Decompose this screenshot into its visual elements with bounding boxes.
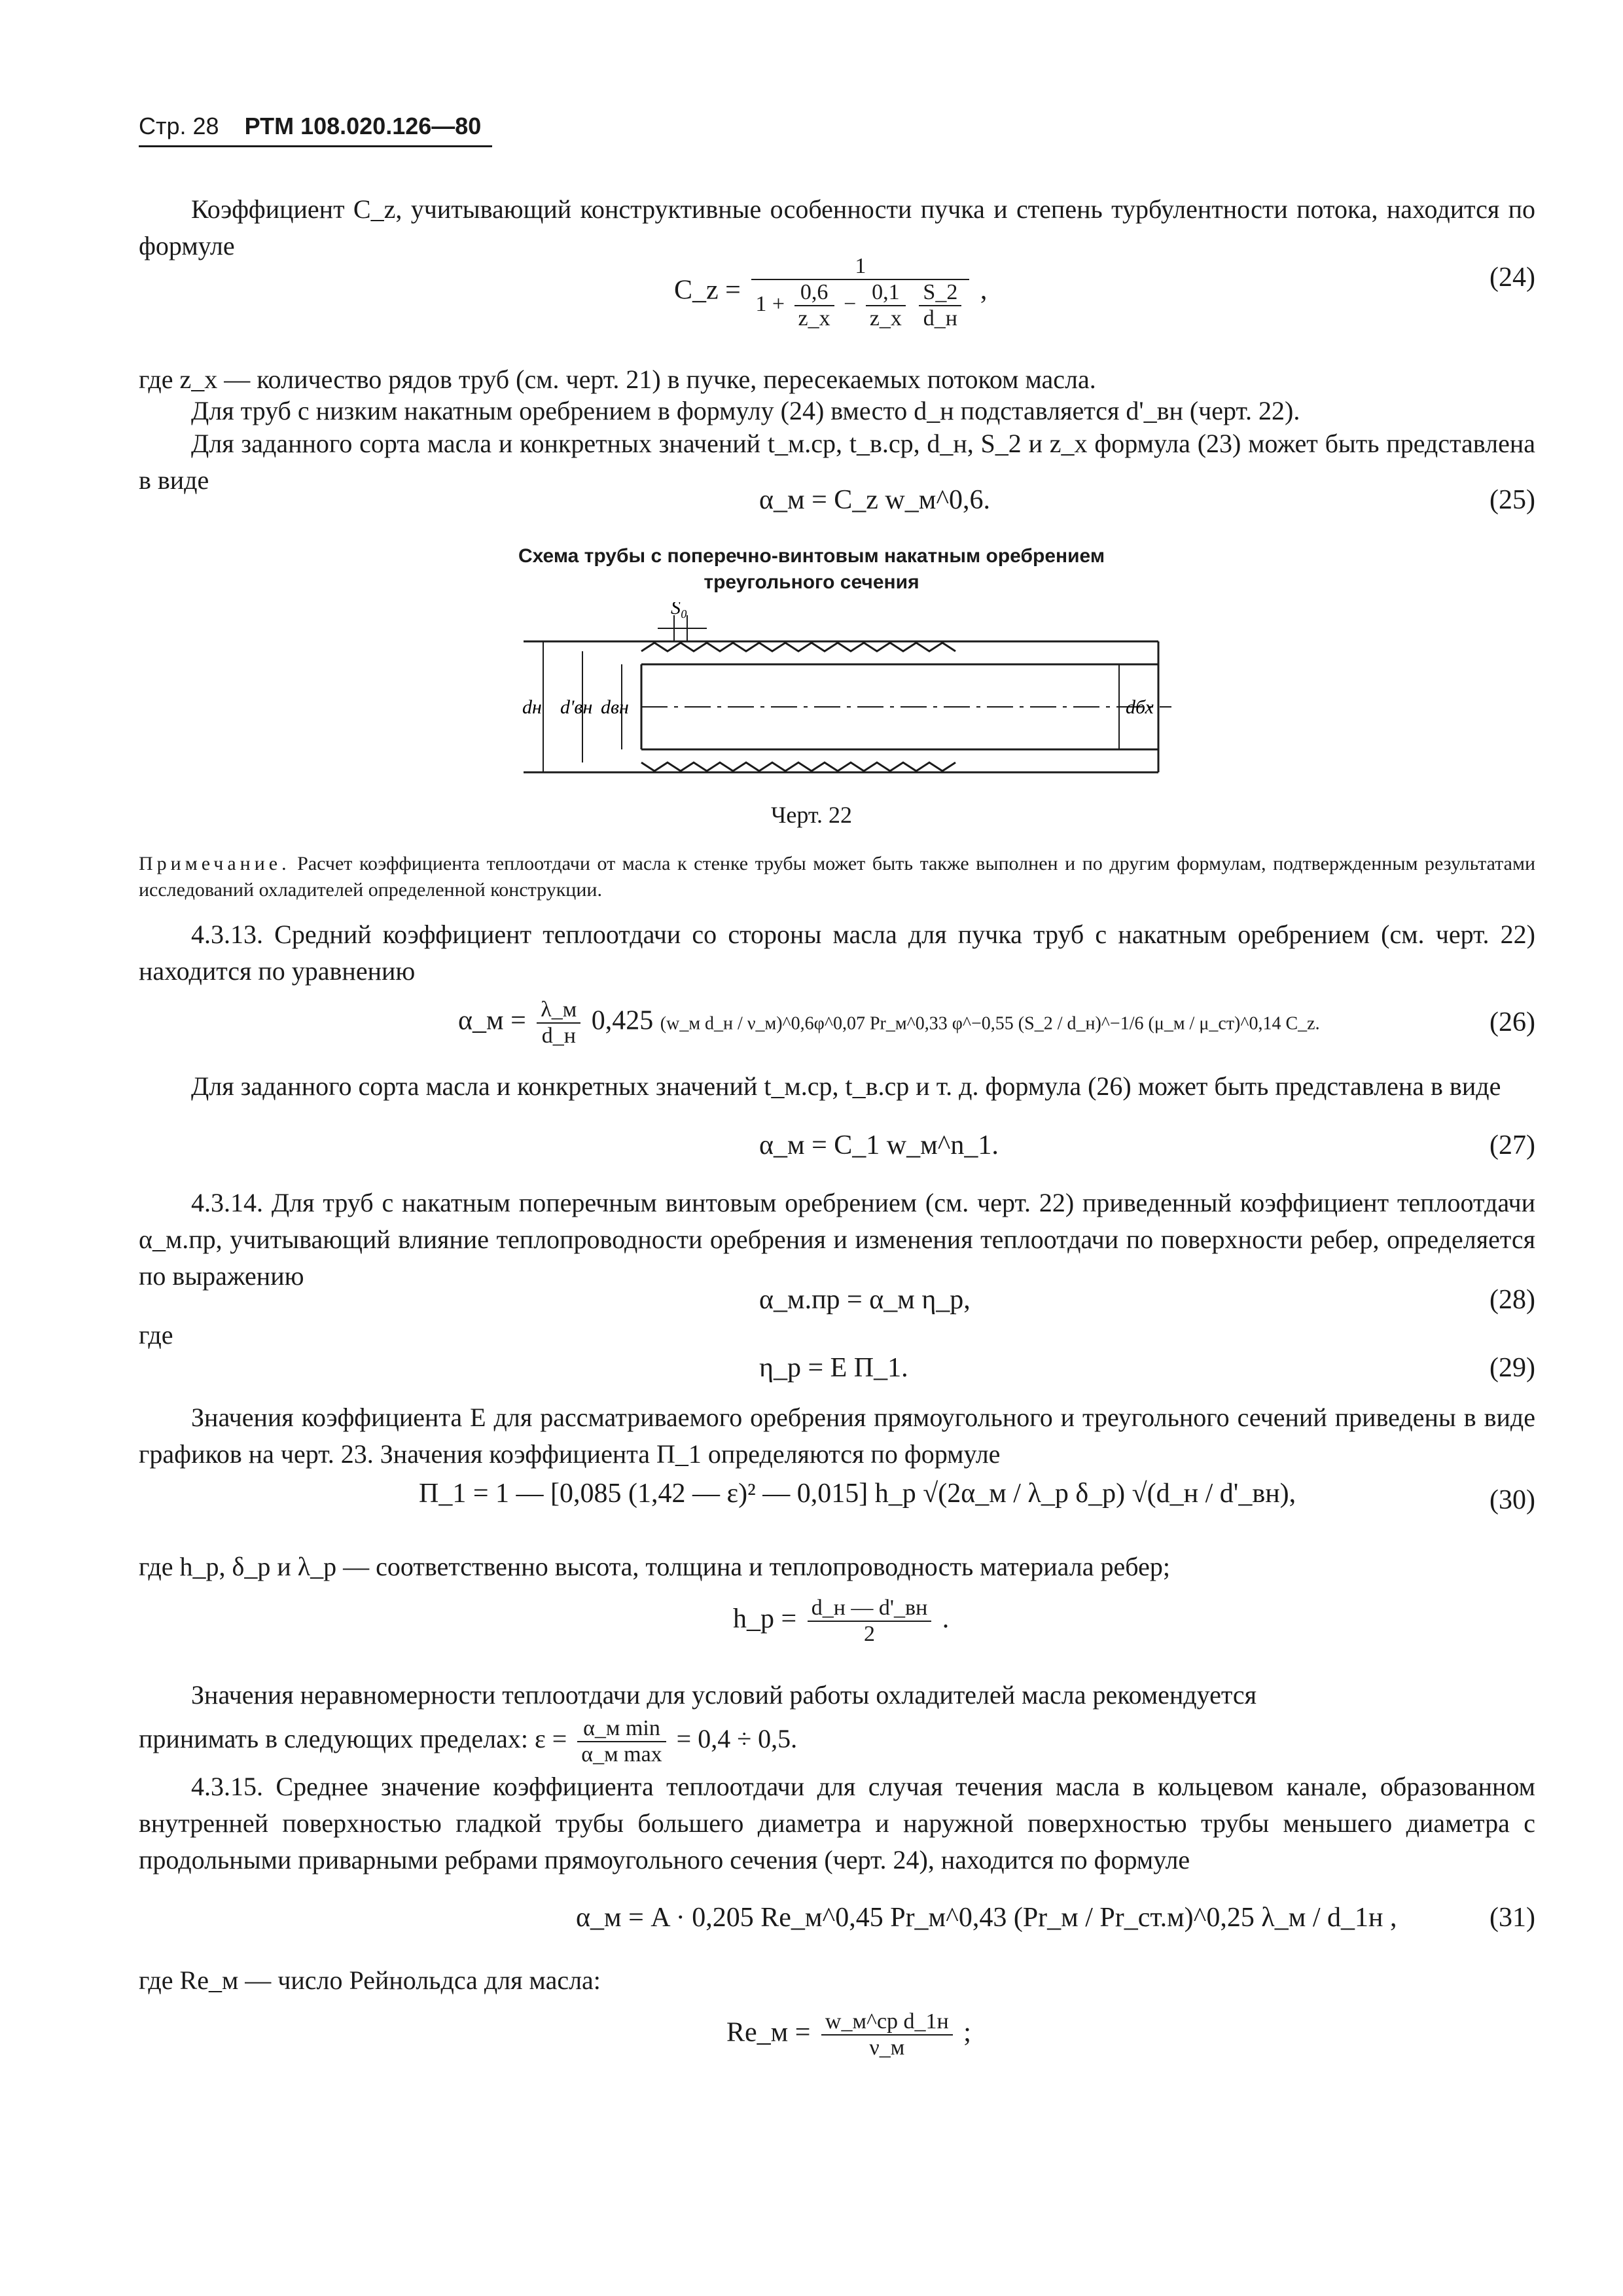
eq26-number: (26)	[1489, 1007, 1535, 1037]
paragraph-4-3-13: 4.3.13. Средний коэффициент теплоотдачи со стороны масла для пучка труб с накатным оребрением (см. черт. 22) находится по уравнению	[139, 920, 1535, 986]
eq24-tail: ,	[980, 275, 988, 306]
equation-24	[674, 254, 987, 331]
epsilon-fraction	[577, 1716, 666, 1767]
eq24-f3	[919, 280, 961, 331]
eq26-frac	[537, 997, 580, 1049]
fin-profile-top	[641, 643, 955, 651]
eq30-number: (30)	[1489, 1485, 1535, 1515]
equation-26	[458, 997, 1320, 1049]
paragraph-4-3-15: 4.3.15. Среднее значение коэффициента теплоотдачи для случая течения масла в кольцевом канале, образованном внутренней поверхностью гладкой трубы большего диаметра и наружной поверхностью трубы меньшего диаметра с продольными приварными ребрами прямоугольного сечения (черт. 24), находится по формуле	[139, 1772, 1535, 1874]
eq24-numerator: 1	[751, 254, 969, 280]
eq24-f2	[866, 280, 906, 331]
eq27-number: (27)	[1489, 1130, 1535, 1160]
tube-schematic	[510, 602, 1178, 798]
equation-29: η_р = E П_1.	[759, 1353, 908, 1383]
eq24-den-a: 1 +	[755, 291, 785, 316]
eq29-number: (29)	[1489, 1353, 1535, 1383]
eq-hp-den: 2	[863, 1622, 875, 1646]
page-number: Стр. 28	[139, 113, 219, 139]
figure-title-line-2: треугольного сечения	[704, 571, 919, 593]
equation-hp	[733, 1596, 949, 1647]
eq26-body: (w_м d_н / ν_м)^0,6φ^0,07 Pr_м^0,33 φ^−0,55 (S_2 / d_н)^−1/6 (μ_м / μ_ст)^0,14 C_z.	[660, 1013, 1320, 1034]
paragraph-given-oil-2: Для заданного сорта масла и конкретных значений t_м.ср, t_в.ср и т. д. формула (26) может быть представлена в виде	[191, 1071, 1501, 1101]
label-s0: S₀	[671, 602, 688, 619]
equation-30: П_1 = 1 — [0,085 (1,42 — ε)² — 0,015] h_р √(2α_м / λ_р δ_р) √(d_н / d'_вн),	[419, 1479, 1296, 1509]
paragraph-4-3-14: 4.3.14. Для труб с накатным поперечным винтовым оребрением (см. черт. 22) приведенный коэффициент теплоотдачи α_м.пр, учитывающий влияние теплопроводности оребрения и изменения теплоотдачи по поверхности ребер, определяется по выражению	[139, 1188, 1535, 1291]
eq24-minus: −	[844, 291, 857, 316]
paragraph-coef-cz: Коэффициент C_z, учитывающий конструктивные особенности пучка и степень турбулентности потока, находится по формуле	[139, 194, 1535, 260]
label-dn: dн	[522, 696, 542, 718]
eq-hp-num: d_н — d'_вн	[808, 1596, 932, 1622]
where-label: где	[139, 1320, 173, 1350]
header-rule	[139, 145, 492, 147]
fin-profile-bottom	[641, 762, 955, 771]
equation-31: α_м = A · 0,205 Re_м^0,45 Pr_м^0,43 (Pr_м / Pr_ст.м)^0,25 λ_м / d_1н ,	[576, 1903, 1397, 1933]
document-code: РТМ 108.020.126—80	[244, 113, 482, 139]
paragraph-low-fin: Для труб с низким накатным оребрением в формулу (24) вместо d_н подставляется d'_вн (черт. 22).	[191, 396, 1300, 425]
paragraph-nonuniform-2	[139, 1716, 797, 1767]
eq24-f1n: 0,6	[794, 280, 834, 306]
label-dvn: dвн	[601, 696, 629, 718]
eq25-number: (25)	[1489, 485, 1535, 515]
eq24-lhs: C_z =	[674, 275, 741, 306]
eq24-number: (24)	[1489, 262, 1535, 293]
eq26-f1n: λ_м	[537, 997, 580, 1024]
page-header	[139, 113, 481, 140]
figure-title-line-1: Схема трубы с поперечно-винтовым накатным оребрением	[518, 545, 1105, 567]
eq-re-den: ν_м	[869, 2036, 905, 2060]
paragraph-where-hp: где h_р, δ_р и λ_р — соответственно высота, толщина и теплопроводность материала ребер;	[139, 1552, 1170, 1581]
eq24-fraction	[751, 254, 969, 331]
paragraph-values-e: Значения коэффициента E для рассматриваемого оребрения прямоугольного и треугольного сечений приведены в виде графиков на черт. 23. Значения коэффициента П_1 определяются по формуле	[139, 1403, 1535, 1469]
note-text: Расчет коэффициента теплоотдачи от масла к стенке трубы может быть также выполнен и по другим формулам, подтвержденным результатами исследований охладителей определенной конструкции.	[139, 853, 1535, 901]
epsilon-den: α_м max	[581, 1742, 662, 1767]
equation-25: α_м = C_z w_м^0,6.	[759, 485, 991, 515]
figure-note	[139, 851, 1535, 903]
eq-re-frac	[821, 2009, 953, 2060]
equation-re	[726, 2009, 971, 2060]
paragraph-given-oil: Для заданного сорта масла и конкретных значений t_м.ср, t_в.ср, d_н, S_2 и z_x формула (23) может быть представлена в виде	[139, 429, 1535, 495]
eq-re-tail: ;	[963, 2017, 971, 2048]
eq24-denominator	[751, 280, 969, 331]
eq26-lhs: α_м =	[458, 1005, 526, 1036]
eq-hp-frac	[808, 1596, 932, 1647]
eq24-f1	[794, 280, 834, 331]
paragraph-nonuniform-1: Значения неравномерности теплоотдачи для условий работы охладителей масла рекомендуется	[191, 1680, 1257, 1710]
nonuniform-lead: принимать в следующих пределах: ε =	[139, 1724, 567, 1754]
eq-re-lhs: Re_м =	[726, 2017, 811, 2048]
eq24-f1d: z_x	[798, 306, 830, 331]
label-dvn-prime: d'вн	[560, 696, 593, 718]
eq24-f3n: S_2	[919, 280, 961, 306]
nonuniform-range: = 0,4 ÷ 0,5.	[676, 1724, 798, 1754]
eq26-f1d: d_н	[541, 1024, 576, 1048]
eq24-f3d: d_н	[923, 306, 957, 331]
eq-re-num: w_м^ср d_1н	[821, 2009, 953, 2036]
equation-28: α_м.пр = α_м η_р,	[759, 1285, 971, 1315]
eq-hp-tail: .	[942, 1604, 950, 1634]
eq-hp-lhs: h_р =	[733, 1604, 797, 1634]
paragraph-where-re: где Re_м — число Рейнольдса для масла:	[139, 1965, 601, 1995]
eq28-number: (28)	[1489, 1285, 1535, 1315]
eq24-f2n: 0,1	[866, 280, 906, 306]
eq24-f2d: z_x	[869, 306, 902, 331]
label-dbx: dбх	[1126, 696, 1154, 718]
eq26-const: 0,425	[591, 1005, 654, 1036]
note-lead: Примечание.	[139, 853, 291, 874]
paragraph-where-zx: где z_x — количество рядов труб (см. черт. 21) в пучке, пересекаемых потоком масла.	[139, 365, 1096, 394]
figure-caption: Черт. 22	[771, 802, 852, 828]
equation-27: α_м = C_1 w_м^n_1.	[759, 1130, 999, 1160]
eq31-number: (31)	[1489, 1903, 1535, 1933]
epsilon-num: α_м min	[577, 1716, 666, 1742]
